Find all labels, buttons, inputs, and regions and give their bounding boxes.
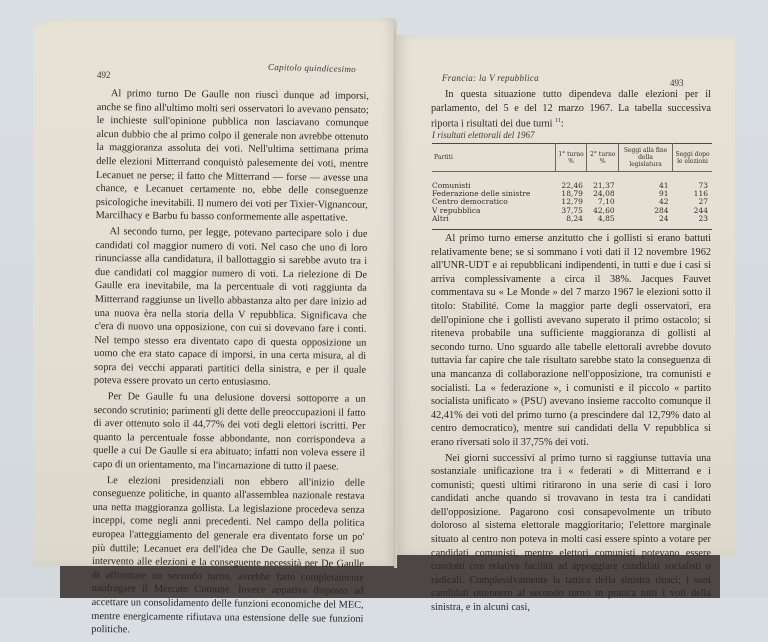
header-seggi-dopo: Seggi dopo le elezioni — [673, 144, 712, 172]
paragraph: Nei giorni successivi al primo turno si raggiunse tuttavia una sostanziale unificazione tra i « federati » di Mitterrand e i comunisti; questi ultimi ritirarono in una serie di casi i loro candidati anche quando si trovavano in testa tra i candidati dell'opposizione. Pagarono così consapevolmente un tributo doloroso al sistema elettorale maggioritario; l'elettore marginale situato al centro non poteva in molti casi essere spinto a votare per candidati comunisti, mentre elettori comunisti potevano essere condotti con relativa facilità ad appoggiare candidati socialisti o radicali. Complessivamente la tattica della sinistra riuscì; i suoi candidati ottennero al secondo turno in pratica tutti i voti della sinistra, e in alcuni casi, — [431, 452, 711, 614]
paragraph: Le elezioni presidenziali non ebbero all'inizio delle conseguenze politiche, in quanto all'assemblea nazionale restava una netta maggioranza gollista. La legislazione procedeva senza inceppi, come negli anni precedenti. Nel campo della politica europea l'atteggiamento del generale era diventato forse un po' più duttile; Lecanuet era dell'idea che De Gaulle, senza il suo intervento alle elezioni e la conseguente necessità per De Gaulle di affrontare un secondo turno, avrebbe fatto completamente naufragare il Mercato Comune. Invece appariva disposto ad accettare un consolidamento delle funzioni economiche del MEC, mentre energicamente rifiutava una estensione delle sue funzioni politiche. — [91, 474, 365, 636]
election-results-table — [432, 143, 712, 230]
header-seggi-fine: Seggi alla fine della legislatura — [619, 144, 673, 172]
right-page-number: 493 — [670, 78, 684, 88]
left-page-body — [91, 87, 369, 642]
footnote-marker[interactable]: 11 — [555, 118, 561, 125]
header-partiti: Partiti — [432, 144, 555, 172]
book-gutter — [394, 28, 397, 568]
paragraph: In questa situazione tutto dipendeva dalle elezioni per il parlamento, del 5 e del 12 marzo 1967. La tabella successiva riporta i risultati dei due turni $^{11}$: — [431, 89, 711, 130]
table-row: Comunisti 22,46 21,37 41 73 — [432, 181, 708, 190]
paragraph: Al primo turno De Gaulle non riuscì dunque ad imporsi, anche se fino all'ultimo molti seri osservatori lo avevano pensato; le inchieste sull'opinione pubblica non lasciavano comunque alcun dubbio che al primo colpo il generale non avrebbe ottenuto la maggioranza assoluta dei voti. Nell'ultima settimana prima delle elezioni Mitterrand conquistò palesemente dei voti, mentre Lecanuet ne perse; il fatto che Mitterrand — forse — avesse una chance, e Lecanuet certamente no, ebbe delle conseguenze psicologiche inevitabili. Il numero dei voti per Tixier-Vignancour, Marcilhacy e Barbu fu basso conformemente alle aspettative. — [95, 88, 369, 224]
table-row: Altri 8,24 4,85 24 23 — [432, 213, 708, 223]
table-caption: I risultati elettorali del 1967 — [432, 130, 535, 140]
right-running-head: Francia: la V repubblica — [442, 73, 539, 83]
left-running-head: Capitolo quindicesimo — [267, 61, 357, 75]
table-row: V repubblica 37,75 42,60 284 244 — [432, 205, 708, 215]
header-primo-turno: 1° turno % — [555, 144, 587, 172]
right-intro — [431, 88, 711, 133]
header-secondo-turno: 2° turno % — [587, 144, 619, 172]
left-page-number: 492 — [97, 70, 111, 80]
right-page-body — [431, 232, 711, 617]
table-row: Federazione delle sinistre 18,79 24,08 91 116 — [432, 189, 708, 199]
paragraph: Per De Gaulle fu una delusione doversi sottoporre a un secondo scrutinio; parimenti gli dette delle preoccupazioni il fatto di aver ottenuto solo il 44,77% dei voti degli elettori iscritti. Per quanto la percentuale fosse abbondante, non corrispondeva a quelle a cui De Gaulle si era abituato; infatti non voleva essere il capo di un orientamento, ma l'incarnazione di tutto il paese. — [92, 391, 366, 473]
table-row: Centro democratico 12,79 7,10 42 27 — [432, 197, 708, 207]
table-header-row — [432, 144, 712, 172]
paragraph: Al primo turno emerse anzitutto che i gollisti si erano battuti relativamente bene; se si sommano i voti dati il 12 novembre 1962 all'UNR-UDT e ai repubblicani indipendenti, in tutti e due i casi si arriva complessivamente a circa il 38%. Jacques Fauvet commentava su « Le Monde » del 7 marzo 1967 le elezioni sotto il titolo: Stabilité. Come la maggior parte degli osservatori, era dell'opinione che i gollisti avevano superato il primo ostacolo; si riteneva probabile una sufficiente maggioranza di gollisti al secondo turno. Uno sguardo alle tabelle elettorali avrebbe dovuto tuttavia far capire che tale risultato sarebbe stato la conseguenza di una mancanza di collaborazione nell'opposizione, tra comunisti e socialisti. La « federazione », i comunisti e il piccolo « partito socialista unificato » (PSU) avevano insieme raccolto comunque il 42,41% dei voti del primo turno (a prescindere dal 12,79% dato al centro democratico), mentre sui candidati della V repubblica si erano riversati solo il 37,75% dei voti. — [431, 233, 711, 448]
paragraph: Al secondo turno, per legge, potevano partecipare solo i due candidati col maggior numero di voti. Nel caso che uno di loro rinunciasse alla candidatura, il ballottaggio si sarebbe avuto tra i due candidati col maggior numero di voti. La rielezione di De Gaulle era inevitabile, ma la percentuale di voti raggiunta da Mitterrand raggiunse un livello abbastanza alto per dare inizio ad una nuova èra nella storia della V repubblica. Significava che c'era di nuovo una opposizione, con cui si dovevano fare i conti. Nel tempo stesso era diventato capo di questa opposizione un uomo che era stato capace di imporsi, in una certa misura, al di sopra dei vecchi apparati partitici della sinistra, e per il quale poteva essere provato un certo entusiasmo. — [93, 226, 368, 389]
